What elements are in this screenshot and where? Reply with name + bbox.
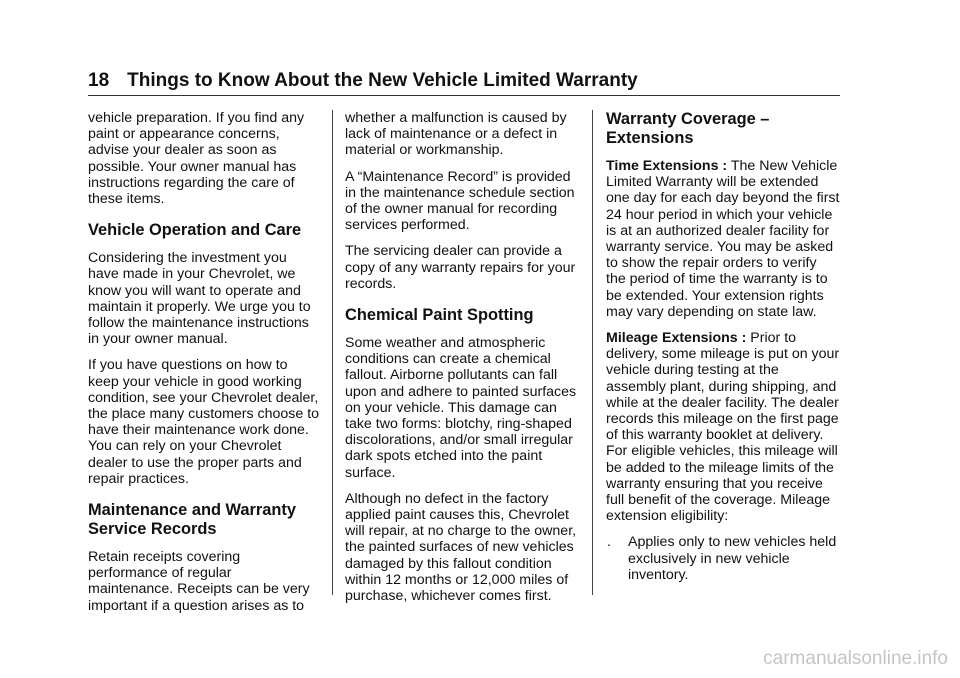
column-2 <box>345 110 580 614</box>
paragraph-malfunction: whether a malfunction is caused by lack of maintenance or a defect in material or workmanship. <box>345 110 567 159</box>
heading-vehicle-operation: Vehicle Operation and Care <box>88 221 302 240</box>
text-time-extensions: The New Vehicle Limited Warranty will be extended one day for each day beyond the first 24 hour period in which your vehicle is at an authorized dealer facility for warranty service. You may be asked to show the repair orders to verify the period of time the warranty is to be extended. Your extension rights may vary depending on state law. <box>606 158 840 320</box>
page-title: Things to Know About the New Vehicle Limited Warranty <box>127 70 638 91</box>
paragraph-receipts: Retain receipts covering performance of regular maintenance. Receipts can be very important if a question arises as to <box>88 549 310 614</box>
text-mileage-extensions: Prior to delivery, some mileage is put on your vehicle during testing at the assembly plant, during shipping, and while at the dealer facility. The dealer records this mileage on the first page of this warranty booklet at delivery. For eligible vehicles, this mileage will be added to the mileage limits of the warranty ensuring that you receive full benefit of the coverage. Mileage extension eligibility: <box>606 330 840 525</box>
list-item <box>606 534 840 583</box>
paragraph-servicing-dealer: The servicing dealer can provide a copy of any warranty repairs for your records. <box>345 243 576 292</box>
bullet-text: Applies only to new vehicles held exclusively in new vehicle inventory. <box>628 534 837 583</box>
column-divider-left <box>332 110 333 595</box>
paragraph-investment: Considering the investment you have made in your Chevrolet, we know you will want to operate and maintain it properly. We urge you to follow the maintenance instructions in your owner manual. <box>88 250 311 348</box>
column-divider-right <box>592 110 593 595</box>
term-time-extensions: Time Extensions : <box>606 158 728 174</box>
column-3 <box>606 110 840 593</box>
page-header <box>88 66 840 96</box>
page-number: 18 <box>88 70 110 91</box>
paragraph-weather: Some weather and atmospheric conditions can create a chemical fallout. Airborne pollutants can fall upon and adhere to painted surfaces on your vehicle. This damage can take two forms: blotchy, ring-shaped discolorations, and/or small irregular dark spots etched into the paint surface. <box>345 335 577 481</box>
heading-chemical-paint: Chemical Paint Spotting <box>345 306 534 325</box>
paragraph-repair: Although no defect in the factory applied paint causes this, Chevrolet will repair, at no charge to the owner, the painted surfaces of new vehicles damaged by this fallout condition within 12 months or 12,000 miles of purchase, whichever comes first. <box>345 490 577 605</box>
column-1 <box>88 110 320 624</box>
term-mileage-extensions: Mileage Extensions : <box>606 330 747 347</box>
paragraph-time-extensions <box>606 158 840 320</box>
paragraph-questions: If you have questions on how to keep your vehicle in good working condition, see your Chevrolet dealer, the place many customers choose to have their maintenance work done. You can rely on your Chevrolet dealer to use the proper parts and repair practices. <box>88 357 320 487</box>
watermark: carmanualsonline.info <box>763 648 948 669</box>
bullet-marker: . <box>607 534 611 551</box>
paragraph-mileage-extensions <box>606 330 840 524</box>
paragraph-maintenance-record: A “Maintenance Record” is provided in the maintenance schedule section of the owner manual for recording services performed. <box>345 168 575 234</box>
heading-warranty-coverage: Warranty Coverage – Extensions <box>606 110 770 147</box>
paragraph-vehicle-preparation: vehicle preparation. If you find any paint or appearance concerns, advise your dealer as soon as possible. Your owner manual has instructions regarding the care of these items. <box>88 110 305 208</box>
heading-service-records: Maintenance and Warranty Service Records <box>88 501 296 539</box>
